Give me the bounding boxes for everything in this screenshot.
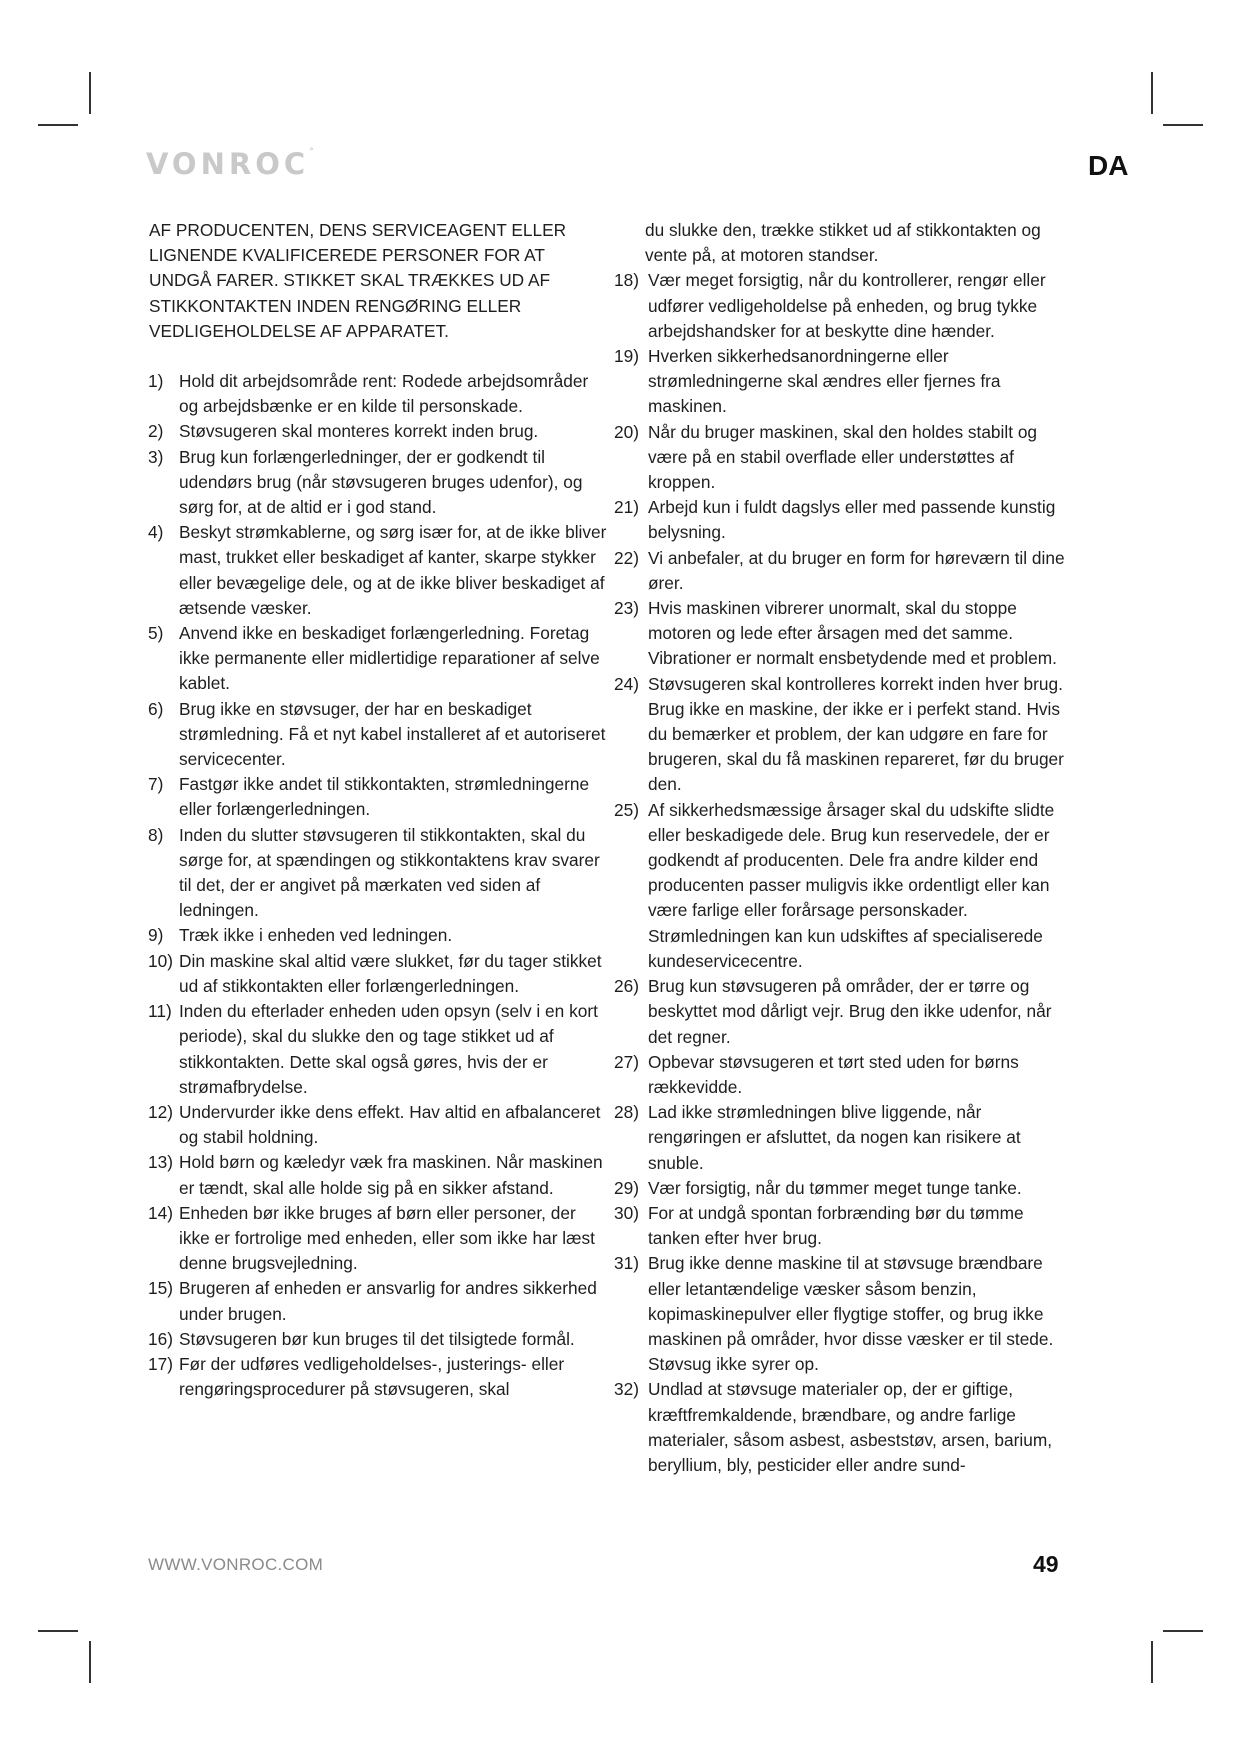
list-item xyxy=(148,445,610,521)
list-item xyxy=(614,420,1076,496)
item-text: Før der udføres vedligeholdelses-, justerings- eller rengøringsprocedurer på støvsugeren, skal xyxy=(179,1353,565,1400)
item-number: 28) xyxy=(614,1102,639,1123)
crop-mark xyxy=(38,1630,78,1632)
item-text: Inden du slutter støvsugeren til stikkontakten, skal du sørge for, at spændingen og stikkontaktens krav svarer til det, der er angivet på mærkaten ved siden af ledningen. xyxy=(179,824,600,921)
item-text: Af sikkerhedsmæssige årsager skal du udskifte slidte eller beskadigede dele. Brug kun reservedele, der er godkendt af producenten. Dele fra andre kilder end producenten passer muligvis ikke ordentligt eller kan være farlige eller forårsage personskader. Strømledningen kan kun udskiftes af specialiserede kundeservicecentre. xyxy=(648,799,1055,971)
continued-text: du slukke den, trække stikket ud af stikkontakten og vente på, at motoren standser. xyxy=(645,220,1041,266)
item-number: 27) xyxy=(614,1051,639,1072)
list-item xyxy=(614,1176,1076,1201)
item-text: Brug kun forlængerledninger, der er godkendt til udendørs brug (når støvsugeren bruges udenfor), og sørg for, at de altid er i god stand. xyxy=(179,446,583,518)
item-text: Anvend ikke en beskadiget forlængerledning. Foretag ikke permanente eller midlertidige reparationer af selve kablet. xyxy=(179,623,600,694)
list-item xyxy=(614,344,1076,420)
list-item xyxy=(614,798,1076,974)
crop-mark xyxy=(89,72,91,114)
item-number: 14) xyxy=(148,1202,173,1223)
list-item xyxy=(614,1377,1076,1478)
list-item xyxy=(614,1050,1076,1100)
list-item xyxy=(614,672,1076,798)
brand-logo: VONROC° xyxy=(146,147,314,181)
list-item xyxy=(614,974,1076,1050)
item-text: Træk ikke i enheden ved ledningen. xyxy=(179,925,453,946)
item-number: 10) xyxy=(148,950,173,971)
list-item xyxy=(614,546,1076,596)
item-number: 23) xyxy=(614,598,639,619)
item-text: Arbejd kun i fuldt dagslys eller med passende kunstig belysning. xyxy=(648,497,1056,543)
item-text: Brugeren af enheden er ansvarlig for andres sikkerhed under brugen. xyxy=(179,1278,597,1324)
list-item xyxy=(148,772,610,822)
left-column xyxy=(148,218,610,1402)
item-text: Beskyt strømkablerne, og sørg især for, at de ikke bliver mast, trukket eller beskadiget af kanter, skarpe stykker eller bevægelige dele, og at de ikke bliver beskadiget af ætsende væsker. xyxy=(179,522,607,618)
list-item xyxy=(148,923,610,948)
list-item xyxy=(148,1201,610,1277)
list-item xyxy=(148,999,610,1100)
footer-url: WWW.VONROC.COM xyxy=(148,1555,324,1574)
item-text: Støvsugeren skal monteres korrekt inden brug. xyxy=(179,421,539,442)
crop-mark xyxy=(89,1641,91,1683)
list-item xyxy=(148,823,610,924)
crop-mark xyxy=(38,124,78,126)
item-number: 1) xyxy=(148,371,164,392)
item-number: 3) xyxy=(148,446,164,467)
item-number: 26) xyxy=(614,976,639,997)
item-text: Brug kun støvsugeren på områder, der er tørre og beskyttet mod dårligt vejr. Brug den ikke udenfor, når det regner. xyxy=(648,976,1052,1047)
item-number: 24) xyxy=(614,673,639,694)
item-number: 6) xyxy=(148,698,164,719)
item-number: 12) xyxy=(148,1101,173,1122)
item-text: Lad ikke strømledningen blive liggende, når rengøringen er afsluttet, da nogen kan risikere at snuble. xyxy=(648,1102,1021,1173)
item-text: Når du bruger maskinen, skal den holdes stabilt og være på en stabil overflade eller understøttes af kroppen. xyxy=(648,421,1038,493)
item-text: Undlad at støvsuge materialer op, der er giftige, kræftfremkaldende, brændbare, og andre farlige materialer, såsom asbest, asbeststøv, arsen, barium, beryllium, bly, pesticider eller andre sund- xyxy=(648,1379,1053,1475)
item-text: Din maskine skal altid være slukket, før du tager stikket ud af stikkontakten eller forlængerledningen. xyxy=(179,950,602,996)
item-text: Støvsugeren skal kontrolleres korrekt inden hver brug. Brug ikke en maskine, der ikke er i perfekt stand. Hvis du bemærker et problem, der kan udgøre en fare for brugeren, skal du få maskinen repareret, før du bruger den. xyxy=(648,673,1064,795)
list-item xyxy=(148,949,610,999)
item-text: Fastgør ikke andet til stikkontakten, strømledningerne eller forlængerledningen. xyxy=(179,774,590,820)
safety-list-right xyxy=(614,268,1076,1478)
item-number: 4) xyxy=(148,522,164,543)
item-number: 20) xyxy=(614,421,639,442)
intro-paragraph: AF PRODUCENTEN, DENS SERVICEAGENT ELLER LIGNENDE KVALIFICEREDE PERSONER FOR AT UNDGÅ FARER. STIKKET SKAL TRÆKKES UD AF STIKKONTAKTEN INDEN RENGØRING ELLER VEDLIGEHOLDELSE AF APPARATET. xyxy=(149,220,567,341)
item-number: 19) xyxy=(614,346,639,367)
list-item xyxy=(148,369,610,419)
item-number: 21) xyxy=(614,497,639,518)
list-item xyxy=(148,1150,610,1200)
list-item xyxy=(148,1327,610,1352)
item-number: 17) xyxy=(148,1353,173,1374)
list-item xyxy=(614,596,1076,672)
item-number: 22) xyxy=(614,547,639,568)
item-text: Opbevar støvsugeren et tørt sted uden for børns rækkevidde. xyxy=(648,1051,1019,1097)
list-item xyxy=(148,621,610,697)
item-text: Vær forsigtig, når du tømmer meget tunge tanke. xyxy=(648,1177,1022,1198)
item-text: Vær meget forsigtig, når du kontrollerer, rengør eller udfører vedligeholdelse på enheden, og brug tykke arbejdshandsker for at beskytte dine hænder. xyxy=(648,270,1046,341)
item-number: 11) xyxy=(148,1001,172,1022)
item-text: Undervurder ikke dens effekt. Hav altid en afbalanceret og stabil holdning. xyxy=(179,1101,601,1148)
item-text: Inden du efterlader enheden uden opsyn (selv i en kort periode), skal du slukke den og tage stikket ud af stikkontakten. Dette skal også gøres, hvis der er strømafbrydelse. xyxy=(179,1001,598,1097)
item-text: Brug ikke denne maskine til at støvsuge brændbare eller letantændelige væsker såsom benzin, kopimaskinepulver eller flygtige stoffer, og brug ikke maskinen på områder, hvor disse væsker er til stede. Støvsug ikke syrer op. xyxy=(648,1253,1054,1375)
crop-mark xyxy=(1163,1630,1203,1632)
item-number: 13) xyxy=(148,1152,173,1173)
item-text: Støvsugeren bør kun bruges til det tilsigtede formål. xyxy=(179,1328,575,1349)
item-number: 5) xyxy=(148,623,164,644)
right-column xyxy=(614,218,1076,1478)
language-code: DA xyxy=(1088,150,1129,181)
item-number: 29) xyxy=(614,1177,639,1198)
item-text: Hold børn og kæledyr væk fra maskinen. Når maskinen er tændt, skal alle holde sig på en sikker afstand. xyxy=(179,1152,603,1198)
item-number: 32) xyxy=(614,1379,639,1400)
item-text: Hold dit arbejdsområde rent: Rodede arbejdsområder og arbejdsbænke er en kilde til personskade. xyxy=(179,371,589,417)
item-text: For at undgå spontan forbrænding bør du tømme tanken efter hver brug. xyxy=(648,1202,1024,1249)
list-item xyxy=(614,1201,1076,1251)
item-number: 18) xyxy=(614,270,639,291)
item-number: 15) xyxy=(148,1278,173,1299)
list-item xyxy=(148,1352,610,1402)
list-item xyxy=(614,1251,1076,1377)
crop-mark xyxy=(1151,1641,1153,1683)
list-item xyxy=(148,419,610,444)
item-number: 25) xyxy=(614,799,639,820)
list-item xyxy=(148,1100,610,1150)
item-number: 31) xyxy=(614,1253,639,1274)
list-item xyxy=(148,520,610,621)
item-text: Brug ikke en støvsuger, der har en beskadiget strømledning. Få et nyt kabel installeret af et autoriseret servicecenter. xyxy=(179,698,606,770)
item-number: 2) xyxy=(148,421,164,442)
item-number: 9) xyxy=(148,925,164,946)
crop-mark xyxy=(1151,72,1153,114)
item-number: 30) xyxy=(614,1202,639,1223)
item-number: 16) xyxy=(148,1328,173,1349)
item-text: Hvis maskinen vibrerer unormalt, skal du stoppe motoren og lede efter årsagen med det samme. Vibrationer er normalt ensbetydende med et problem. xyxy=(648,598,1057,669)
page-number: 49 xyxy=(1033,1551,1059,1577)
list-item xyxy=(614,495,1076,545)
safety-list-left xyxy=(148,369,610,1402)
list-item xyxy=(148,1276,610,1326)
crop-mark xyxy=(1163,124,1203,126)
list-item xyxy=(148,697,610,773)
item-text: Enheden bør ikke bruges af børn eller personer, der ikke er fortrolige med enheden, eller som ikke har læst denne brugsvejledning. xyxy=(179,1202,595,1274)
item-text: Hverken sikkerhedsanordningerne eller strømledningerne skal ændres eller fjernes fra maskinen. xyxy=(648,346,1001,417)
item-text: Vi anbefaler, at du bruger en form for høreværn til dine ører. xyxy=(648,547,1065,593)
item-number: 8) xyxy=(148,824,164,845)
list-item xyxy=(614,268,1076,344)
item-number: 7) xyxy=(148,774,164,795)
list-item xyxy=(614,1100,1076,1176)
